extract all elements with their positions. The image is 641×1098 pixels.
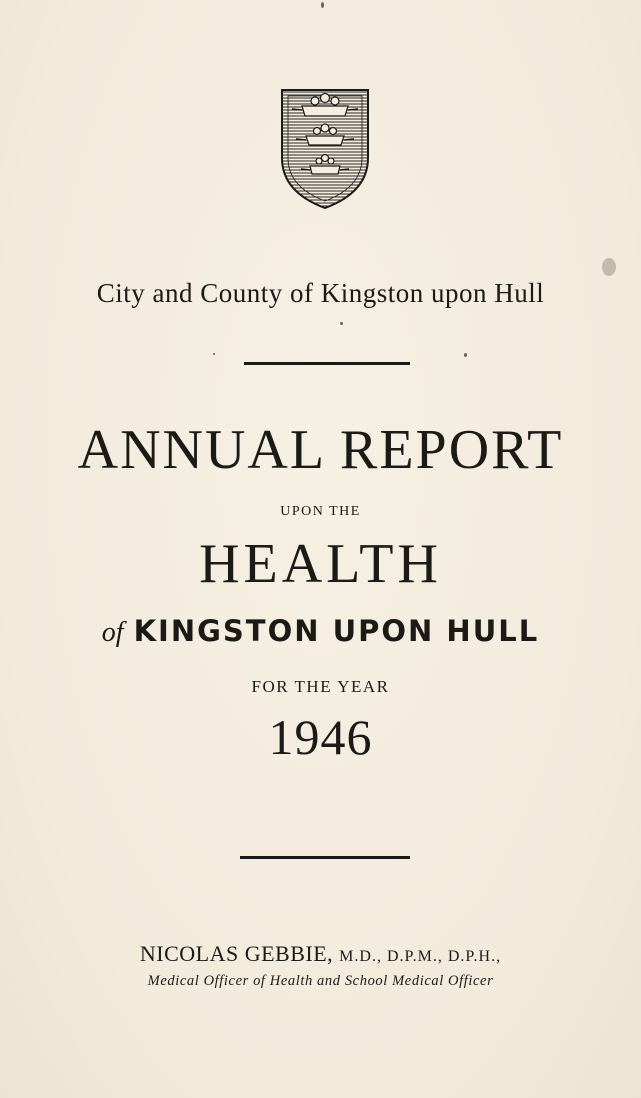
paper-speck xyxy=(464,353,467,357)
author-role: Medical Officer of Health and School Medical Officer xyxy=(147,973,494,989)
author-line xyxy=(0,941,641,967)
city-county-line: City and County of Kingston upon Hull xyxy=(96,278,545,308)
top-divider xyxy=(244,362,410,365)
paper-speck xyxy=(340,322,343,325)
report-title: ANNUAL REPORT xyxy=(77,419,564,481)
paper-speck xyxy=(602,258,616,276)
report-year: 1946 xyxy=(268,709,373,765)
for-the-year: FOR THE YEAR xyxy=(251,677,390,696)
paper-speck xyxy=(213,353,215,355)
paper-speck xyxy=(321,2,324,8)
author-degrees: M.D., D.P.M., D.P.H., xyxy=(339,948,502,965)
coat-of-arms-icon xyxy=(280,88,370,210)
subtitle-upon-the: UPON THE xyxy=(280,504,361,519)
place-line xyxy=(0,614,641,650)
place-name: KINGSTON UPON HULL xyxy=(133,614,540,648)
author-name: NICOLAS GEBBIE, xyxy=(139,941,334,966)
of-word: of xyxy=(101,617,124,648)
health-heading: HEALTH xyxy=(199,533,442,595)
bottom-divider xyxy=(240,856,410,859)
